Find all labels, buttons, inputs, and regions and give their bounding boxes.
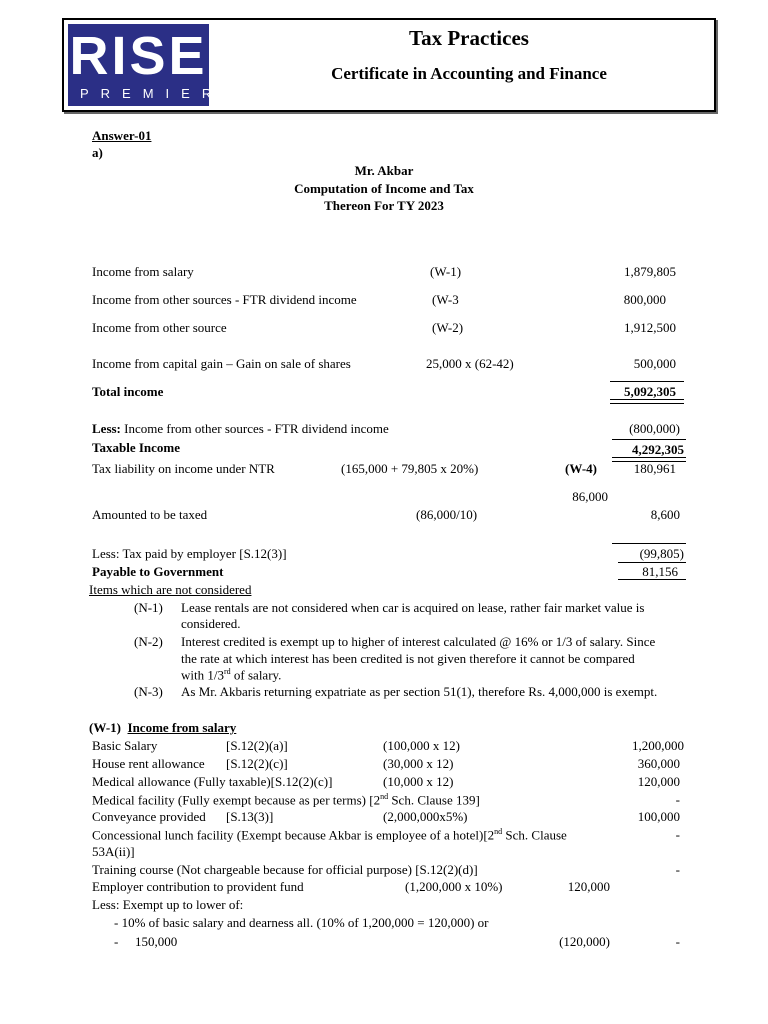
taxpayer-name: Mr. Akbar <box>354 163 414 178</box>
income-row-ref: (W-3 <box>432 292 459 307</box>
payable-label: Payable to Government <box>92 564 224 579</box>
w1-row-section: [S.12(2)(a)] <box>226 738 288 753</box>
w1-row-section: [S.12(2)(c)] <box>226 756 288 771</box>
w1-row-calc: (30,000 x 12) <box>383 756 454 771</box>
income-row-ref: 25,000 x (62-42) <box>426 356 514 371</box>
less-ftr-amount: (800,000) <box>629 421 680 436</box>
answer-part: a) <box>92 145 103 160</box>
w1-row-subamount: (120,000) <box>559 934 610 949</box>
income-row-ref: (W-1) <box>430 264 462 279</box>
note-text: Interest credited is exempt up to higher of interest calculated @ 16% or 1/3 of salary. Since <box>181 634 656 649</box>
w1-row-label <box>92 827 567 843</box>
taxed-amount: 8,600 <box>650 507 680 522</box>
rule <box>612 543 686 544</box>
w1-row-amount: 1,200,000 <box>632 738 684 753</box>
note-text: Lease rentals are not considered when car is acquired on lease, rather fair market value is <box>181 600 645 615</box>
rule <box>618 579 686 580</box>
tax-year-heading: Thereon For TY 2023 <box>324 198 444 213</box>
w1-row-label: Medical allowance (Fully taxable)[S.12(2)(c)] <box>92 774 333 789</box>
w1-row-label: Training course (Not chargeable because for official purpose) [S.12(2)(d)] <box>92 862 478 877</box>
note-text: As Mr. Akbaris returning expatriate as per section 51(1), therefore Rs. 4,000,000 is exempt. <box>181 684 658 699</box>
w1-heading <box>89 720 236 736</box>
income-row-ref: (W-2) <box>432 320 464 335</box>
taxable-income-label: Taxable Income <box>92 440 180 455</box>
ntr-ref: (W-4) <box>565 461 598 476</box>
logo-main-text: RISE <box>69 26 208 86</box>
income-row-label: Income from salary <box>92 264 194 279</box>
payable-amount: 81,156 <box>642 564 678 579</box>
double-rule <box>610 399 684 404</box>
document-title: Tax Practices <box>409 26 529 50</box>
computation-heading: Computation of Income and Tax <box>294 181 474 196</box>
taxed-calc: (86,000/10) <box>416 507 478 522</box>
income-row-label: Income from capital gain – Gain on sale of shares <box>92 356 351 371</box>
w1-text-part: Concessional lunch facility (Exempt because Akbar is employee of a hotel)[2 <box>92 827 495 843</box>
w1-row-calc: (10,000 x 12) <box>383 774 454 789</box>
w1-text-part: Sch. Clause 139] <box>388 792 480 808</box>
w1-text-part: Medical facility (Fully exempt because as per terms) [2 <box>92 792 381 808</box>
ntr-calc: (165,000 + 79,805 x 20%) <box>341 461 479 476</box>
answer-label: Answer-01 <box>92 128 152 143</box>
income-row-amount: 800,000 <box>623 292 666 307</box>
ntr-amount: 180,961 <box>633 461 676 476</box>
w1-exempt-option: 150,000 <box>135 934 178 949</box>
employer-tax-label: Less: Tax paid by employer [S.12(3)] <box>92 546 287 561</box>
less-ftr-label: Income from other sources - FTR dividend income <box>120 421 389 436</box>
w1-row-label: House rent allowance <box>92 756 205 771</box>
w1-row-label-cont: 53A(ii)] <box>92 844 135 859</box>
w1-row-label: Less: Exempt up to lower of: <box>92 897 244 912</box>
w1-row-amount: 360,000 <box>637 756 680 771</box>
w1-row-subamount: 120,000 <box>567 879 610 894</box>
ntr-label: Tax liability on income under NTR <box>92 461 275 476</box>
rise-premier-logo <box>68 24 224 106</box>
taxable-income-amount: 4,292,305 <box>632 442 684 457</box>
note-text-part: of salary. <box>230 667 282 683</box>
note-text <box>181 667 281 683</box>
note-ref: (N-2) <box>134 634 163 649</box>
logo-sub-text: PREMIER <box>80 86 224 101</box>
income-row-label: Income from other source <box>92 320 227 335</box>
employer-tax-amount: (99,805) <box>639 546 684 561</box>
rule <box>612 439 686 440</box>
w1-row-calc: (2,000,000x5%) <box>383 809 468 824</box>
w1-row-label: Employer contribution to provident fund <box>92 879 304 894</box>
notes-heading: Items which are not considered <box>89 582 252 597</box>
w1-row-label <box>92 792 480 808</box>
w1-text-part: Sch. Clause <box>502 827 567 843</box>
w1-row-section: [S.13(3)] <box>226 809 274 824</box>
note-ref: (N-1) <box>134 600 163 615</box>
w1-superscript: nd <box>380 792 389 801</box>
w1-row-amount: 120,000 <box>637 774 680 789</box>
total-income-label: Total income <box>92 384 164 399</box>
income-row-amount: 1,912,500 <box>624 320 676 335</box>
rule <box>610 381 684 382</box>
taxed-label: Amounted to be taxed <box>92 507 208 522</box>
note-text-part: with 1/3 <box>181 667 224 683</box>
rule <box>618 562 686 563</box>
w1-row-label: Conveyance provided <box>92 809 206 824</box>
note-text: the rate at which interest has been credited is not given therefore it cannot be compared <box>181 651 635 666</box>
total-income-amount: 5,092,305 <box>624 384 676 399</box>
w1-ref: (W-1) <box>89 720 122 735</box>
w1-row-amount: - <box>675 792 680 807</box>
document-subtitle: Certificate in Accounting and Finance <box>331 64 607 83</box>
w1-row-amount: - <box>675 862 680 877</box>
w1-superscript: nd <box>494 827 503 836</box>
w1-row-calc: (1,200,000 x 10%) <box>405 879 503 894</box>
income-row-amount: 500,000 <box>633 356 676 371</box>
w1-row-label: Basic Salary <box>92 738 158 753</box>
note-ref: (N-3) <box>134 684 163 699</box>
less-ftr-row <box>92 421 389 437</box>
income-row-amount: 1,879,805 <box>624 264 676 279</box>
w1-row-amount: - <box>675 827 680 842</box>
w1-title: Income from salary <box>127 720 237 735</box>
header-box <box>62 18 716 112</box>
sub-amount: 86,000 <box>572 489 608 504</box>
w1-row-amount: 100,000 <box>637 809 680 824</box>
less-bold-label: Less: <box>92 421 121 436</box>
income-row-label: Income from other sources - FTR dividend income <box>92 292 357 307</box>
note-text: considered. <box>181 616 241 631</box>
w1-exempt-dash: - <box>114 934 119 949</box>
w1-row-amount: - <box>675 934 680 949</box>
w1-exempt-option: - 10% of basic salary and dearness all. (10% of 1,200,000 = 120,000) or <box>114 915 489 930</box>
w1-row-calc: (100,000 x 12) <box>383 738 460 753</box>
note-superscript: rd <box>223 667 231 676</box>
